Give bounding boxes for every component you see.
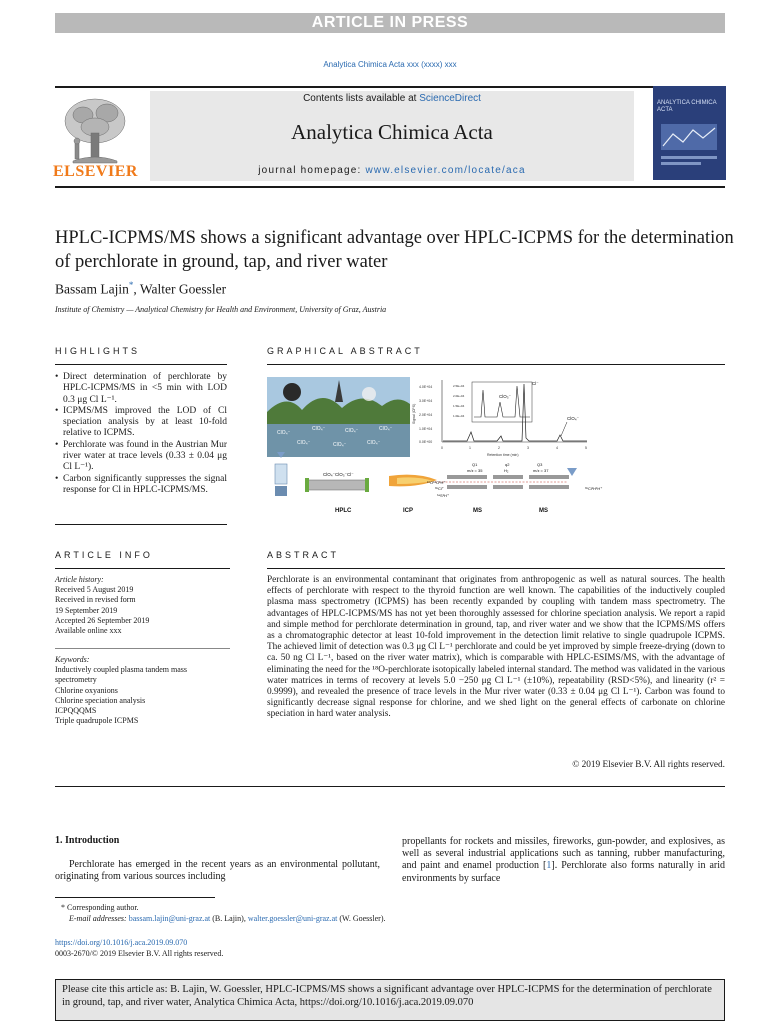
q-label: H₂ <box>504 468 509 473</box>
chromatogram <box>412 380 587 457</box>
author-line <box>55 280 226 298</box>
keyword-item: Triple quadrupole ICPMS <box>55 716 139 726</box>
pipeline-label-ms1: MS <box>473 508 482 514</box>
column-label: Cl⁻ <box>347 472 354 477</box>
photo-label: ClO₄⁻ <box>297 440 311 446</box>
keywords-list <box>55 655 230 726</box>
column-label: ClO₃⁻ <box>335 472 347 477</box>
history-item: Received in revised form <box>55 595 136 605</box>
peak-label-clo4: ClO₄⁻ <box>567 416 579 421</box>
inset-tick: 1.5E+04 <box>453 404 465 408</box>
peak-label-cl: Cl⁻ <box>532 381 539 386</box>
x-tick: 2 <box>498 446 500 450</box>
article-info-rule <box>55 568 230 569</box>
contents-prefix: Contents lists available at <box>303 93 420 104</box>
graphical-abstract-rule <box>267 364 725 365</box>
photo-label: ClO₄⁻ <box>312 426 326 432</box>
email-owner-1: (B. Lajin), <box>210 913 248 923</box>
history-item: Accepted 26 September 2019 <box>55 615 150 625</box>
q-label: Q1 <box>472 462 478 467</box>
article-info-heading: ARTICLE INFO <box>55 550 153 560</box>
article-title: HPLC-ICPMS/MS shows a significant advantage over HPLC-ICPMS for the determination of perchlorate in ground, tap, and river water <box>55 228 734 272</box>
y-tick: 2.0E+04 <box>419 413 433 417</box>
author-separator: , <box>133 281 140 297</box>
homepage-prefix: journal homepage: <box>258 165 366 176</box>
email-owner-2: (W. Goessler). <box>337 913 386 923</box>
email-line <box>55 914 725 925</box>
pipeline-label-hplc: HPLC <box>335 508 352 514</box>
history-item: Received 5 August 2019 <box>55 585 134 595</box>
corresponding-text: Corresponding author. <box>67 903 139 912</box>
ion-label: ³⁵Cl¹H¹H⁺ <box>585 486 603 491</box>
photo-label: ClO₄⁻ <box>277 430 291 436</box>
introduction-heading: 1. Introduction <box>55 835 120 846</box>
q-label: m/z = 37 <box>533 468 549 473</box>
column-label: ClO₄⁻ <box>323 472 335 477</box>
graphical-abstract-svg <box>267 372 725 522</box>
photo-label: ClO₄⁻ <box>333 442 347 448</box>
photo-label: ClO₄⁻ <box>345 428 359 434</box>
highlights-bottom-rule <box>55 524 227 525</box>
journal-reference-link[interactable]: Analytica Chimica Acta xxx (xxxx) xxx <box>323 60 457 69</box>
introduction-left-column: Perchlorate has emerged in the recent years as an environmental pollutant, originating from various sources including <box>55 859 380 883</box>
ion-label: ¹⁶O¹⁸O¹H⁺ <box>427 480 446 485</box>
x-tick: 1 <box>469 446 471 450</box>
intro-right-text: propellants for rockets and missiles, fireworks, gun-powder, and explosives, as well as several industrial applications such as tanning, rubber manufacturing, and paint and enamel production [ <box>402 836 725 872</box>
footnote <box>55 903 725 924</box>
footnote-marker: * <box>61 903 65 912</box>
firework-icon <box>362 387 376 401</box>
cover-title: ANALYTICA CHIMICA ACTA <box>657 100 717 113</box>
highlights-heading: HIGHLIGHTS <box>55 346 141 356</box>
author-1[interactable]: Bassam Lajin <box>55 281 129 297</box>
sample-vial-icon <box>275 464 287 484</box>
homepage-link[interactable]: www.elsevier.com/locate/aca <box>365 165 526 176</box>
doi-link[interactable]: https://doi.org/10.1016/j.aca.2019.09.070 <box>55 938 188 947</box>
keyword-item: Inductively coupled plasma tandem mass <box>55 665 187 675</box>
abstract-body: Perchlorate is an environmental contaminant that originates from anthropogenic as well as natural sources. The health effects of perchlorate with respect to the thyroid function are well known. The capabilities of the inductively coupled plasma mass spectrometry (ICPMS) has been recently expanded by coupling with tandem mass spectrometry. The advantages of HPLC-ICPMS/MS has not yet been thoroughly assessed for chlorine speciation analysis. We report a rapid and simple method for perchlorate determination in ground, tap, and river water and we show that the ICPMS/MS offers as a chromatographic detector at least 10-fold improvement in the detection limit relative to single quadrupole ICPMS. The achieved limit of detection was 0.3 μg Cl L⁻¹ perchlorate and could be yet improved by simple freeze-drying (down to ca. 50 ng Cl L⁻¹, based on the river water matrix), which is comparable with HPLC-ESIMS/MS, with the advantage of eliminating the need for the ¹⁸O-perchlorate isotopically labeled internal standard. The method was validated in the various water matrices in terms of recovery at levels 5.0 −250 μg Cl L⁻¹ (±10%), repeatability (RSD<5%), and linearity (r² = 0.9999), and revealed the presence of trace levels in the Mur river water (0.33 ± 0.04 μg Cl L⁻¹). Carbon was found to significantly decrease signal response for chlorine, and we shed light on the general effects of carbonate on chlorine speciation in hard water analysis. <box>267 575 726 720</box>
introduction-right-column <box>402 836 725 885</box>
pipeline-label-icp: ICP <box>403 508 414 514</box>
x-tick: 0 <box>441 446 443 450</box>
journal-homepage-line <box>150 165 634 176</box>
q-label: q2 <box>505 462 510 467</box>
peak-label-clo3: ClO₃⁻ <box>499 394 511 399</box>
masthead-top-rule <box>55 86 725 88</box>
ion-label: ³⁵Cl⁺ <box>435 486 444 491</box>
affiliation: Institute of Chemistry — Analytical Chemistry for Health and Environment, University of Graz, Austria <box>55 305 387 314</box>
quadrupole-rod <box>447 485 487 489</box>
highlights-rule <box>55 364 227 365</box>
collision-cell-rod <box>493 485 523 489</box>
article-in-press-banner: ARTICLE IN PRESS <box>55 13 725 33</box>
highlight-item: • Carbon significantly suppresses the signal response for Cl in HPLC-ICPMS/MS. <box>55 474 227 497</box>
abstract-rule <box>267 568 725 569</box>
history-label: Article history: <box>55 575 104 584</box>
highlight-item: • ICPMS/MS improved the LOD of Cl speciation analysis by at least 10-fold relative to ICPMS. <box>55 406 227 440</box>
photo-label: ClO₄⁻ <box>379 426 393 432</box>
corresponding-note <box>55 903 725 914</box>
keywords-label: Keywords: <box>55 655 90 664</box>
y-tick: 3.0E+04 <box>419 399 433 403</box>
satellite-icon <box>283 383 301 401</box>
article-history <box>55 575 230 636</box>
collision-cell-rod <box>493 475 523 479</box>
email-label: E-mail addresses: <box>69 913 129 923</box>
x-tick: 5 <box>585 446 587 450</box>
abstract-copyright: © 2019 Elsevier B.V. All rights reserved. <box>572 760 725 770</box>
highlights-list <box>55 372 227 496</box>
keyword-item: Chlorine speciation analysis <box>55 695 146 705</box>
footnote-rule <box>55 897 215 898</box>
abstract-bottom-rule <box>55 786 725 787</box>
q-label: m/z = 35 <box>467 468 483 473</box>
contents-line <box>150 93 634 104</box>
x-tick: 3 <box>527 446 529 450</box>
sciencedirect-link[interactable]: ScienceDirect <box>419 93 481 104</box>
x-axis-label: Retention time (min) <box>487 453 519 457</box>
inset-tick: 2.5E+04 <box>453 384 465 388</box>
x-tick: 4 <box>556 446 558 450</box>
inset-tick: 1.0E+04 <box>453 414 465 418</box>
ion-label: ³⁴S¹H⁺ <box>437 493 450 498</box>
arrow-up-icon <box>567 468 577 476</box>
author-2[interactable]: Walter Goessler <box>139 281 227 297</box>
autosampler-icon <box>275 486 287 496</box>
email-link-2[interactable]: walter.goessler@uni-graz.at <box>247 913 338 923</box>
y-tick: 4.0E+04 <box>419 385 433 389</box>
keywords-rule <box>55 648 230 649</box>
journal-title[interactable]: Analytica Chimica Acta <box>291 120 493 144</box>
graphical-abstract-figure[interactable] <box>267 372 725 522</box>
graphical-abstract-heading: GRAPHICAL ABSTRACT <box>267 346 423 356</box>
keyword-item: ICPQQQMS <box>55 706 97 716</box>
pipeline-label-ms2: MS <box>539 508 548 514</box>
quadrupole-rod <box>529 485 569 489</box>
y-axis-label: Signal (CPS) <box>412 403 416 424</box>
reference-link[interactable]: 1 <box>546 860 552 872</box>
corresponding-author-mark[interactable]: * <box>128 280 134 290</box>
email-link-1[interactable]: bassam.lajin@uni-graz.at <box>128 913 211 923</box>
abstract-heading: ABSTRACT <box>267 550 340 560</box>
history-item: Available online xxx <box>55 626 122 636</box>
y-tick: 0.0E+00 <box>419 440 433 444</box>
elsevier-logo-text[interactable]: ELSEVIER <box>53 163 138 180</box>
masthead-bottom-rule <box>55 186 725 188</box>
highlight-item: • Direct determination of perchlorate by HPLC-ICPMS/MS in <5 min with LOD 0.3 μg Cl L⁻¹. <box>55 372 227 406</box>
quadrupole-rod <box>447 475 487 479</box>
keyword-item: Chlorine oxyanions <box>55 685 118 695</box>
photo-label: ClO₄⁻ <box>367 440 381 446</box>
highlight-item: • Perchlorate was found in the Austrian Mur river water at trace levels (0.33 ± 0.04 μg Cl L⁻¹). <box>55 440 227 474</box>
instrument-pipeline <box>275 452 602 514</box>
inset-tick: 2.0E+04 <box>453 394 465 398</box>
hplc-column <box>307 480 367 490</box>
q-label: Q3 <box>537 462 543 467</box>
y-tick: 1.0E+04 <box>419 427 433 431</box>
quadrupole-rod <box>529 475 569 479</box>
issn-line: 0003-2670/© 2019 Elsevier B.V. All rights reserved. <box>55 948 224 958</box>
citation-box: Please cite this article as: B. Lajin, W. Goessler, HPLC-ICPMS/MS shows a significant advantage over HPLC-ICPMS for the determination of perchlorate in ground, tap, and river water, Analytica Chimica Acta, https://doi.org/10.1016/j.aca.2019.09.070 <box>55 979 725 1021</box>
doi-block <box>55 938 223 959</box>
history-item: 19 September 2019 <box>55 605 118 615</box>
intro-right-text: ]. Perchlorate also forms naturally in arid environments by surface <box>402 860 726 884</box>
keyword-item: spectrometry <box>55 675 97 685</box>
